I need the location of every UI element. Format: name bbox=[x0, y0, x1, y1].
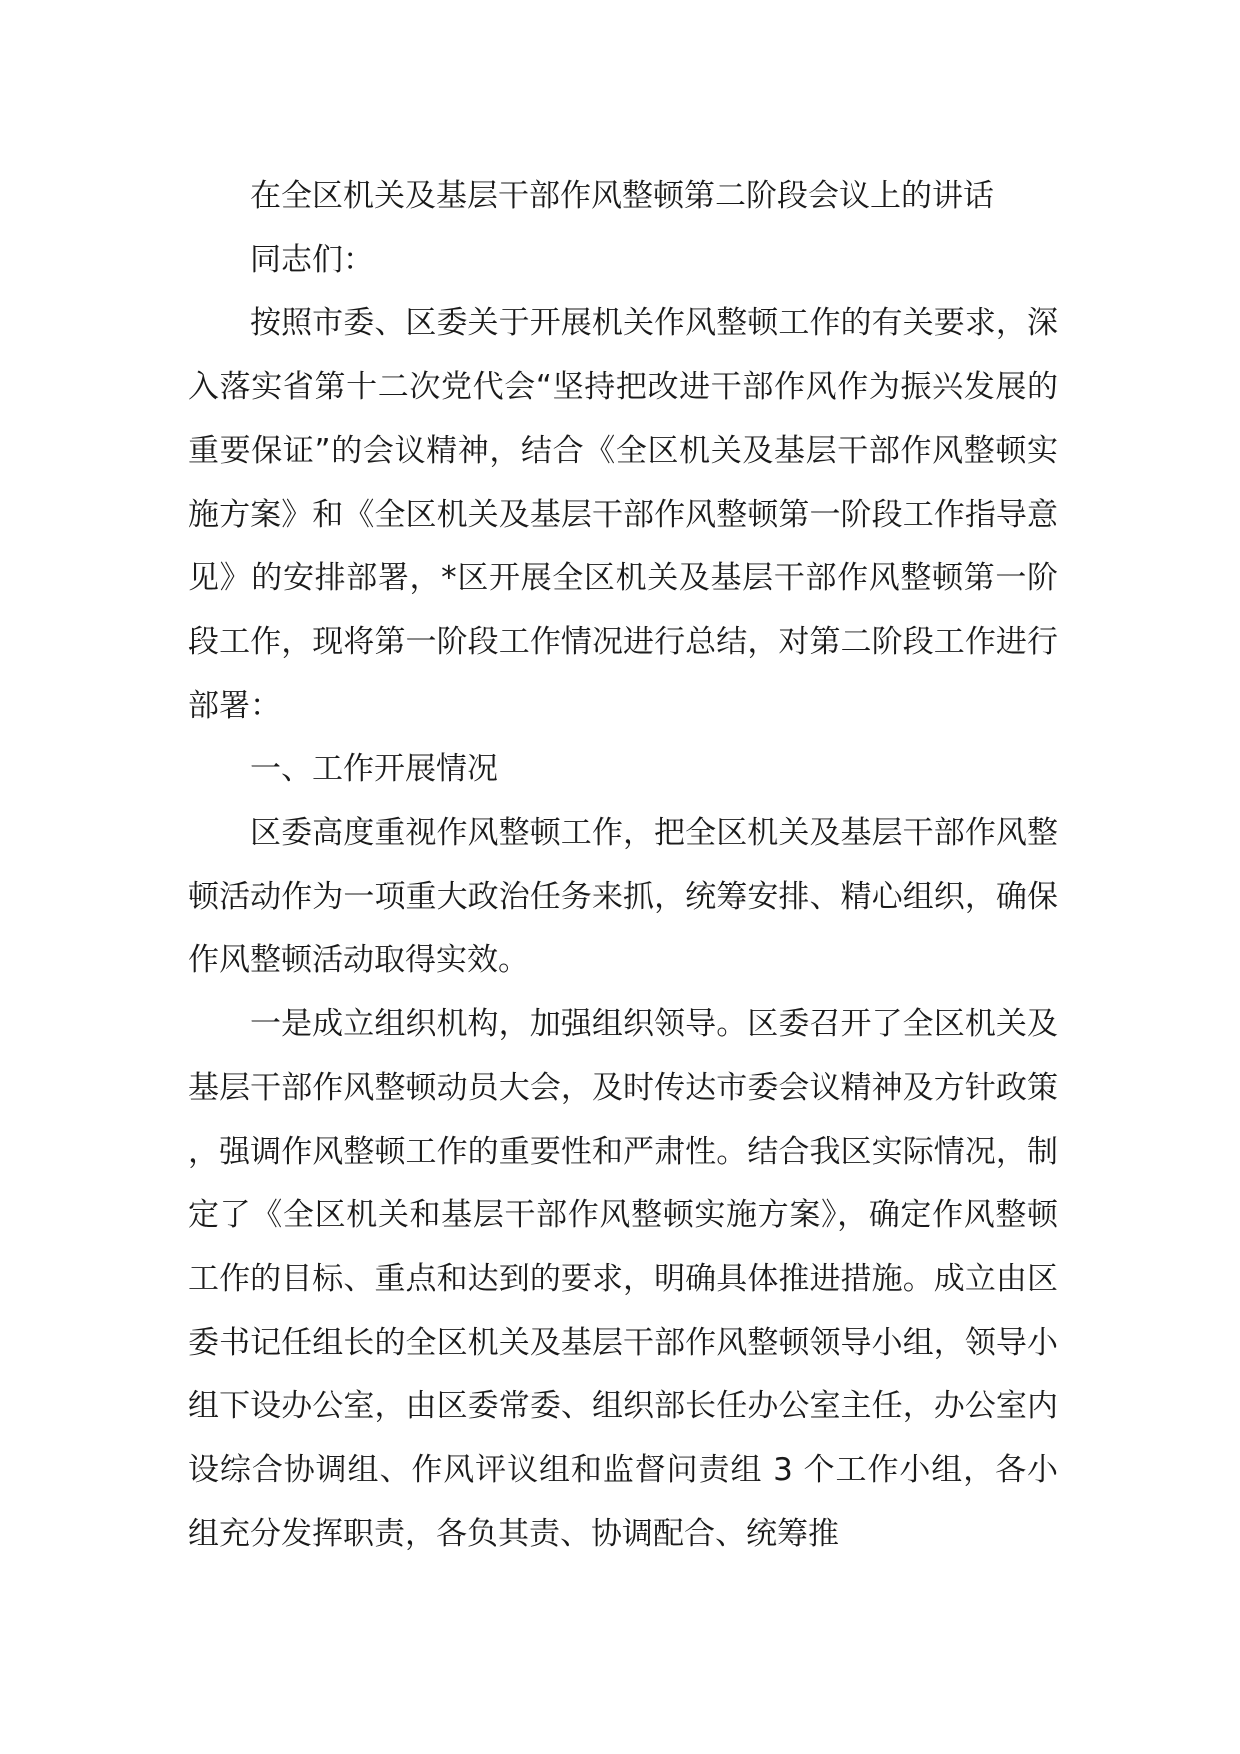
section-heading: 一、工作开展情况 bbox=[250, 751, 498, 788]
document-body bbox=[188, 165, 1058, 1566]
document-title: 在全区机关及基层干部作风整顿第二阶段会议上的讲话 bbox=[250, 178, 994, 214]
intro-paragraph: 按照市委、区委关于开展机关作风整顿工作的有关要求，深入落实省第十二次党代会“坚持把改进干部作风作为振兴发展的重要保证”的会议精神，结合《全区机关及基层干部作风整顿实施方案》和《全区机关及基层干部作风整顿第一阶段工作指导意见》的安排部署，*区开展全区机关及基层干部作风整顿第一阶段工作，现将第一阶段工作情况进行总结，对第二阶段工作进行部署： bbox=[188, 305, 1058, 724]
organization-paragraph: 一是成立组织机构，加强组织领导。区委召开了全区机关及基层干部作风整顿动员大会，及时传达市委会议精神及方针政策，强调作风整顿工作的重要性和严肃性。结合我区实际情况，制定了《全区机关和基层干部作风整顿实施方案》，确定作风整顿工作的目标、重点和达到的要求，明确具体推进措施。成立由区委书记任组长的全区机关及基层干部作风整顿领导小组，领导小组下设办公室，由区委常委、组织部长任办公室主任，办公室内设综合协调组、作风评议组和监督问责组 3 个工作小组，各小组充分发挥职责，各负其责、协调配合、统筹推 bbox=[188, 1006, 1058, 1552]
salutation: 同志们： bbox=[250, 241, 374, 278]
overview-paragraph: 区委高度重视作风整顿工作，把全区机关及基层干部作风整顿活动作为一项重大政治任务来抓，统筹安排、精心组织，确保作风整顿活动取得实效。 bbox=[188, 815, 1058, 979]
